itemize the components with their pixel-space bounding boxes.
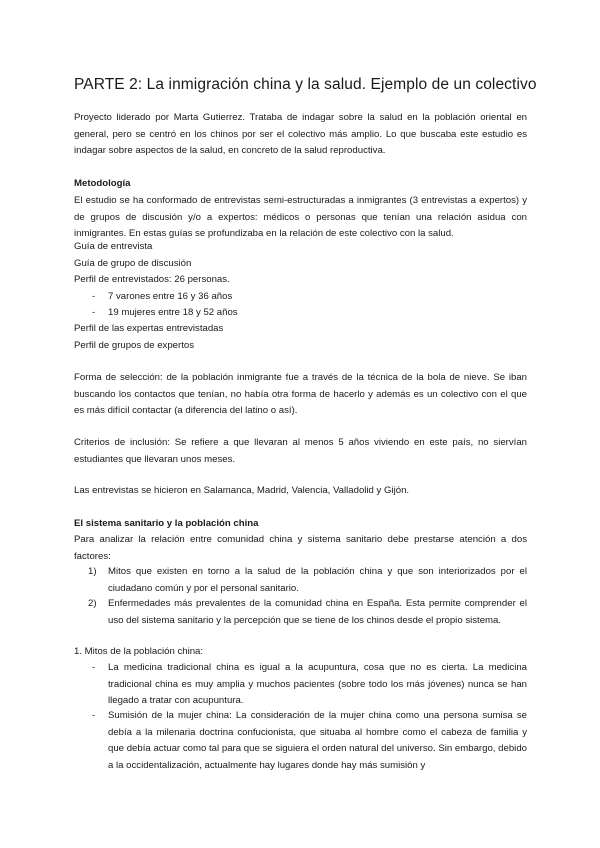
factor-item: Enfermedades más prevalentes de la comunidad china en España. Esta permite comprender el uso del sistema sanitario y la percepción que se tiene de los chinos desde el propio sistema.	[108, 598, 527, 626]
metodologia-paragraph: El estudio se ha conformado de entrevistas semi-estructuradas a inmigrantes (3 entrevistas a expertos) y de grupos de discusión y/o a expertos: médicos o personas que tenían una relación asidua con inmigrantes. En estas guías se profundizaba en la relación de este colectivo con la salud.	[74, 195, 527, 240]
mito-marker: -	[92, 662, 96, 673]
seleccion-paragraph: Forma de selección: de la población inmigrante fue a través de la técnica de la bola de nieve. Se iban buscando los contactos que tenían, no había otra forma de hacerlo y además es un colectivo con el que es más difícil contactar (a diferencia del latino o así).	[74, 372, 527, 417]
factor-marker: 2)	[88, 598, 97, 609]
profile-item: 7 varones entre 16 y 36 años	[108, 291, 233, 302]
metodologia-heading: Metodología	[74, 178, 131, 189]
profile-item: 19 mujeres entre 18 y 52 años	[108, 307, 238, 318]
sistema-heading: El sistema sanitario y la población china	[74, 518, 259, 529]
dash-marker: -	[92, 307, 96, 318]
dash-marker: -	[92, 291, 96, 302]
perfil-entrevistados-line: Perfil de entrevistados: 26 personas.	[74, 274, 230, 285]
intro-paragraph: Proyecto liderado por Marta Gutierrez. Trataba de indagar sobre la salud en la población oriental en general, pero se centró en los chinos por ser el colectivo más amplio. Lo que buscaba este estudio es indagar sobre aspectos de la salud, en concreto de la salud reproductiva.	[74, 112, 527, 157]
guia-grupo-line: Guía de grupo de discusión	[74, 258, 192, 269]
page-title: PARTE 2: La inmigración china y la salud. Ejemplo de un colectivo	[74, 76, 537, 93]
guia-entrevista-line: Guía de entrevista	[74, 241, 153, 252]
entrevistas-line: Las entrevistas se hicieron en Salamanca, Madrid, Valencia, Valladolid y Gijón.	[74, 485, 410, 496]
factor-item: Mitos que existen en torno a la salud de la población china y que son interiorizados por el ciudadano común y por el personal sanitario.	[108, 566, 527, 594]
mito-item: Sumisión de la mujer china: La consideración de la mujer china como una persona sumisa se debía a la milenaria doctrina confucionista, que situaba al hombre como el cabeza de familia y que debía actuar como tal para que se siguiera el orden natural del universo. Sin embargo, debido a la occidentalización, actualmente hay lugares donde hay más sumisión y	[108, 710, 527, 771]
criterios-paragraph: Criterios de inclusión: Se refiere a que llevaran al menos 5 años viviendo en este país, no siervían estudiantes que llevaran unos meses.	[74, 437, 527, 465]
perfil-grupos-line: Perfil de grupos de expertos	[74, 340, 194, 351]
factor-marker: 1)	[88, 566, 97, 577]
sistema-paragraph: Para analizar la relación entre comunidad china y sistema sanitario debe prestarse atención a dos factores:	[74, 534, 527, 562]
mito-item: La medicina tradicional china es igual a la acupuntura, cosa que no es cierta. La medicina tradicional china es muy amplia y muchos pacientes (sobre todo los más jóvenes) nunca se han llegado a tratar con acupuntura.	[108, 662, 527, 707]
mito-marker: -	[92, 710, 96, 721]
mitos-heading: 1. Mitos de la población china:	[74, 646, 204, 657]
perfil-expertas-line: Perfil de las expertas entrevistadas	[74, 323, 224, 334]
